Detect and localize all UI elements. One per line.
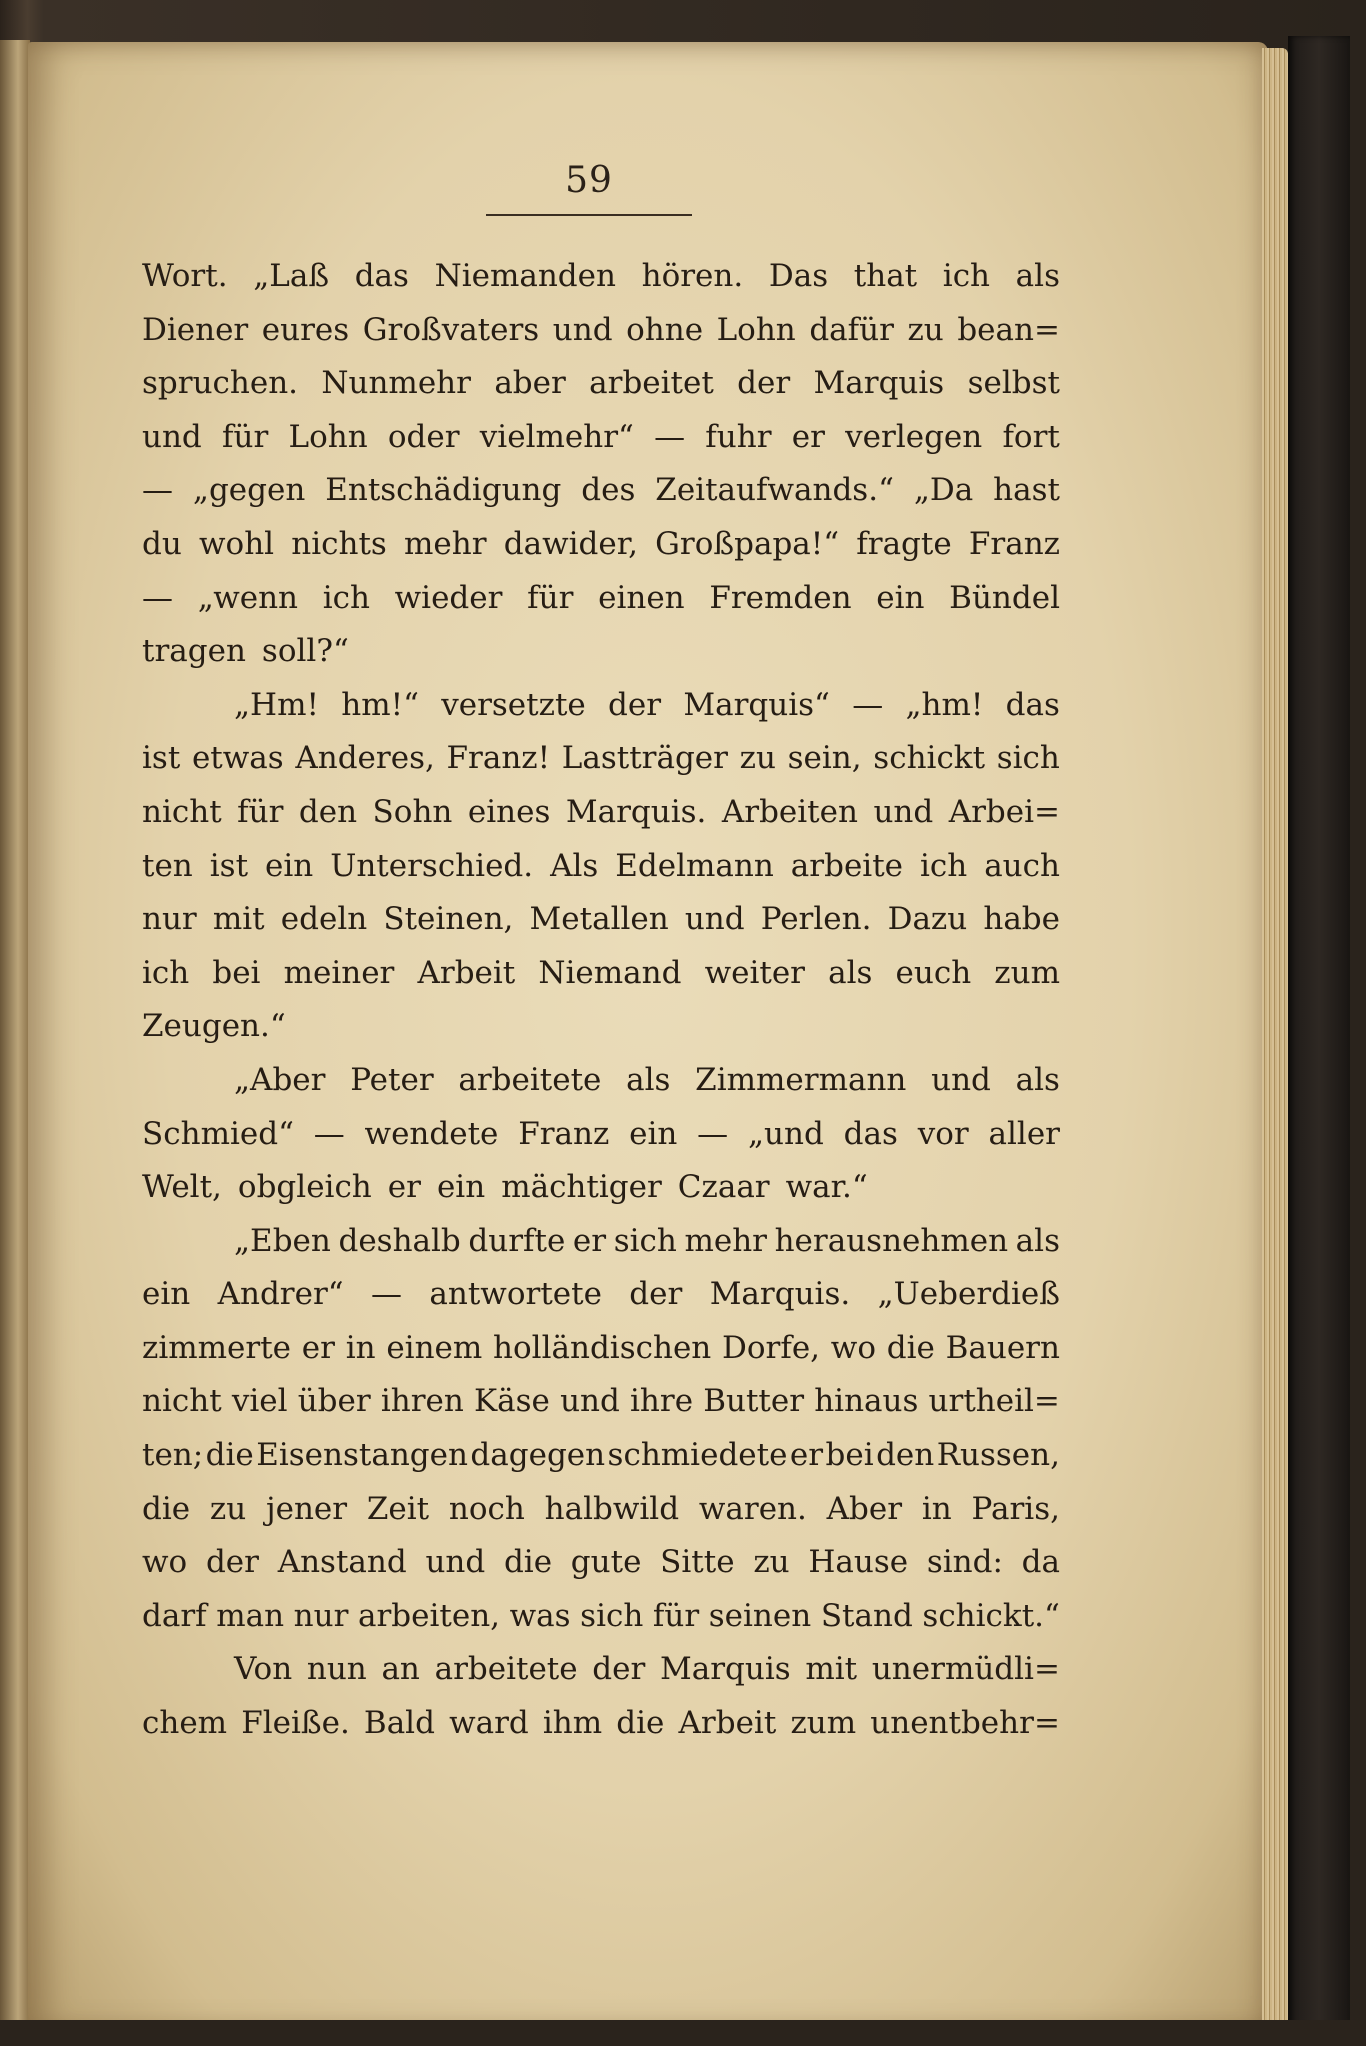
word: in [345,1329,376,1366]
word: Zeugen.“ [142,1008,286,1045]
word: als [1015,1061,1060,1098]
page-number: 59 [565,160,613,201]
word: als [828,954,873,991]
word: arbeiten, [358,1597,501,1634]
word: bei [212,954,261,991]
word: zimmerte [142,1329,292,1366]
text-line [142,1697,1060,1751]
word: wohl [199,525,275,562]
word: Czaar [677,1169,770,1206]
word: — [313,1115,345,1152]
word: durfte [468,1222,566,1259]
word: das [1005,686,1060,723]
word: nun [306,1651,367,1688]
word: ist [142,740,181,777]
word: die [503,1544,553,1581]
word: arbeitete [458,1061,602,1098]
word: die [616,1705,665,1742]
text-line [142,518,1060,572]
word: gute [570,1544,642,1581]
word: Butter [703,1383,805,1420]
word: „Aber [234,1061,326,1098]
word: der [629,1276,683,1313]
word: zu [739,740,776,777]
word: und [142,418,202,455]
word: für [652,1597,700,1634]
word: — [697,1115,729,1152]
word: darf [142,1597,207,1634]
word: man [216,1597,285,1634]
word: „hm! [905,686,984,723]
word: — [142,472,173,509]
word: ein [876,579,925,616]
word: ohne [626,311,704,348]
word: für [237,793,284,830]
word: Niemanden [434,258,616,294]
word: sein, [787,740,862,777]
word: ihre [630,1383,694,1420]
word: mächtiger [501,1169,662,1206]
word: — [142,579,173,616]
word: viel [231,1383,288,1420]
word: — [852,686,884,723]
word: der [737,365,791,402]
text-line [142,1322,1060,1376]
text-line [142,464,1060,518]
word: versetzte [441,686,586,723]
text-line [142,1643,1060,1697]
word: Wort. [142,258,228,294]
text-line [142,893,1060,947]
text-line [142,304,1060,358]
word: er [572,1222,607,1259]
word: tragen [142,633,246,670]
word: „und [747,1115,824,1152]
word: selbst [967,365,1060,402]
text-line [142,625,1060,679]
word: deshalb [338,1222,461,1259]
word: das [843,1115,898,1152]
word: Edelmann [615,847,774,884]
word: und [560,1383,620,1420]
word: Eisenstangen [256,1437,468,1474]
word: Franz! [446,740,551,777]
word: jener [265,1490,348,1527]
word: dawider, [503,525,638,562]
word: mehr [684,1222,767,1259]
word: ich [322,579,370,616]
word: schickt [873,740,986,777]
word: arbeitete [434,1651,578,1688]
text-line [142,1429,1060,1483]
word: spruchen. [142,365,299,402]
word: Fremden [709,579,852,616]
text-line [142,1054,1060,1108]
word: mit [212,901,265,938]
word: Anderes, [295,740,435,777]
word: edeln [280,901,368,938]
word: Zeit [366,1490,430,1527]
word: herausnehmen [774,1222,1009,1259]
text-line [142,250,1060,304]
word: Bündel [949,579,1060,616]
word: was [509,1597,571,1634]
word: — [371,1276,403,1313]
word: einen [598,579,685,616]
page-fore-edge [1262,48,1288,2026]
text-line [142,840,1060,894]
word: des [581,472,636,509]
word: „gegen [192,472,306,509]
word: Perlen. [760,901,872,938]
word: Das [768,258,829,294]
header-rule [486,214,692,216]
text-line [142,1215,1060,1269]
word: ist [209,847,249,884]
word: der [608,686,662,723]
word: ein [265,847,314,884]
word: meiner [283,954,395,991]
word: die [142,1490,191,1527]
word: zu [907,311,944,348]
word: arbeitet [589,365,714,402]
word: „Laß [253,258,330,294]
word: fragte [856,525,952,562]
text-line [142,357,1060,411]
word: Steinen, [383,901,514,938]
word: Paris, [971,1490,1060,1527]
word: bei [825,1437,874,1474]
word: habe [983,901,1060,938]
word: arbeite [790,847,904,884]
word: Arbei= [948,793,1060,830]
word: als [626,1061,671,1098]
word: nur [293,1597,349,1634]
word: Fleiße. [241,1705,350,1742]
word: ward [449,1705,529,1742]
text-line [142,1483,1060,1537]
word: chem [142,1705,228,1742]
word: und [425,1544,486,1581]
text-line [142,732,1060,786]
word: antwortete [429,1276,602,1313]
word: „Da [913,472,974,509]
word: und [684,901,745,938]
word: Als [550,847,599,884]
word: Anstand [277,1544,407,1581]
word: Arbeit [678,1705,777,1742]
word: ich [919,847,968,884]
word: an [381,1651,420,1688]
word: Metallen [529,901,669,938]
word: als [1015,258,1060,294]
word: Arbeiten [721,793,858,830]
word: du [142,525,182,562]
word: und [552,311,613,348]
word: mit [805,1651,858,1688]
word: „Ueberdieß [877,1276,1060,1313]
word: Hause [808,1544,909,1581]
word: sind: [926,1544,1003,1581]
word: weiter [704,954,805,991]
word: Zimmermann [695,1061,907,1098]
word: Arbeit [417,954,516,991]
word: Dazu [887,901,968,938]
word: wo [830,1329,876,1366]
word: nicht [142,793,222,830]
word: Nunmehr [321,365,471,402]
word: that [853,258,918,294]
word: wieder [394,579,503,616]
word: der [592,1651,646,1688]
word: sich [580,1597,644,1634]
word: Käse [474,1383,550,1420]
word: Zeitaufwands.“ [655,472,894,509]
word: Peter [350,1061,434,1098]
word: oder [387,418,460,455]
text-line [142,679,1060,733]
word: ein [436,1169,486,1206]
word: hinaus [814,1383,919,1420]
word: zu [753,1544,790,1581]
book-cover-board [1288,36,1350,2036]
text-line [142,1375,1060,1429]
word: in [921,1490,952,1527]
word: die [886,1329,935,1366]
word: wendete [364,1115,499,1152]
word: sich [996,740,1060,777]
word: Marquis“ [683,686,830,723]
word: da [1021,1544,1060,1581]
word: urtheil= [928,1383,1060,1420]
word: und [873,793,934,830]
word: er [789,1437,824,1474]
text-line [142,1000,1060,1054]
word: nur [142,901,197,938]
word: vor [917,1115,969,1152]
text-line [142,1590,1060,1644]
word: „Eben [234,1222,331,1259]
word: fuhr [705,418,772,455]
word: Lohn [716,311,796,348]
text-line [142,1161,1060,1215]
word: fort [1002,418,1060,455]
word: wo [142,1544,188,1581]
word: Marquis [660,1651,791,1688]
word: soll?“ [261,633,349,670]
word: Marquis. [709,1276,851,1313]
word: aber [494,365,566,402]
word: aller [988,1115,1060,1152]
word: Sohn [372,793,453,830]
word: verlegen [845,418,983,455]
word: — [654,418,686,455]
word: Russen, [936,1437,1060,1474]
word: Andrer“ [217,1276,344,1313]
word: dagegen [470,1437,606,1474]
word: für [222,418,269,455]
word: Aber [826,1490,903,1527]
text-line [142,572,1060,626]
word: Sitte [660,1544,735,1581]
text-line [142,947,1060,1001]
word: holländischen [493,1329,712,1366]
word: den [298,793,358,830]
word: auch [984,847,1060,884]
word: als [1015,1222,1060,1259]
word: Niemand [538,954,682,991]
word: er [301,1329,335,1366]
word: noch [448,1490,525,1527]
word: Unterschied. [330,847,534,884]
body-text [142,250,1060,1751]
word: Bald [363,1705,435,1742]
word: eures [261,311,350,348]
word: „Hm! [234,686,319,723]
word: sich [613,1222,677,1259]
word: für [527,579,574,616]
word: Entschädigung [325,472,562,509]
word: waren. [698,1490,807,1527]
word: Marquis [813,365,945,402]
text-line [142,786,1060,840]
word: Großvaters [362,311,540,348]
word: Bauern [945,1329,1060,1366]
word: eines [467,793,551,830]
word: er [791,418,825,455]
word: obgleich [237,1169,372,1206]
text-line [142,1536,1060,1590]
word: halbwild [544,1490,680,1527]
word: hast [993,472,1060,509]
word: und [931,1061,991,1098]
word: etwas [191,740,284,777]
word: ihm [542,1705,603,1742]
book-cover-bottom [0,2020,1366,2046]
word: über [297,1383,371,1420]
word: war.“ [785,1169,868,1206]
word: Dorfe, [722,1329,821,1366]
word: er [387,1169,421,1206]
word: unentbehr= [870,1705,1060,1742]
text-line [142,1268,1060,1322]
word: Franz [518,1115,610,1152]
word: ein [629,1115,678,1152]
word: Welt, [142,1169,222,1206]
word: Lohn [288,418,368,455]
word: vielmehr“ [479,418,634,455]
word: Schmied“ [142,1115,294,1152]
word: mehr [404,525,487,562]
word: ten [142,847,193,884]
text-line [142,1108,1060,1162]
word: ich [942,258,991,294]
word: ten; [142,1437,204,1474]
left-page-edge [0,40,30,2030]
word: zu [209,1490,247,1527]
word: hören. [641,258,744,294]
word: den [876,1437,935,1474]
word: seinen [708,1597,812,1634]
word: Marquis. [565,793,707,830]
word: bean= [957,311,1060,348]
word: ich [142,954,190,991]
word: der [205,1544,259,1581]
word: „wenn [197,579,299,616]
word: ein [142,1276,191,1313]
word: die [205,1437,254,1474]
word: zum [994,954,1060,991]
word: nichts [291,525,387,562]
word: Franz [968,525,1060,562]
word: Großpapa!“ [655,525,840,562]
word: schmiedete [607,1437,788,1474]
word: einem [386,1329,483,1366]
word: dafür [809,311,894,348]
word: zum [790,1705,857,1742]
word: euch [895,954,972,991]
word: unermüdli= [871,1651,1060,1688]
word: Von [234,1651,293,1688]
word: das [354,258,409,294]
word: ihren [380,1383,464,1420]
word: hm!“ [341,686,419,723]
text-line [142,411,1060,465]
word: schickt.“ [922,1597,1060,1634]
word: nicht [142,1383,222,1420]
word: Stand [820,1597,913,1634]
word: Lastträger [561,740,728,777]
word: Diener [142,311,249,348]
